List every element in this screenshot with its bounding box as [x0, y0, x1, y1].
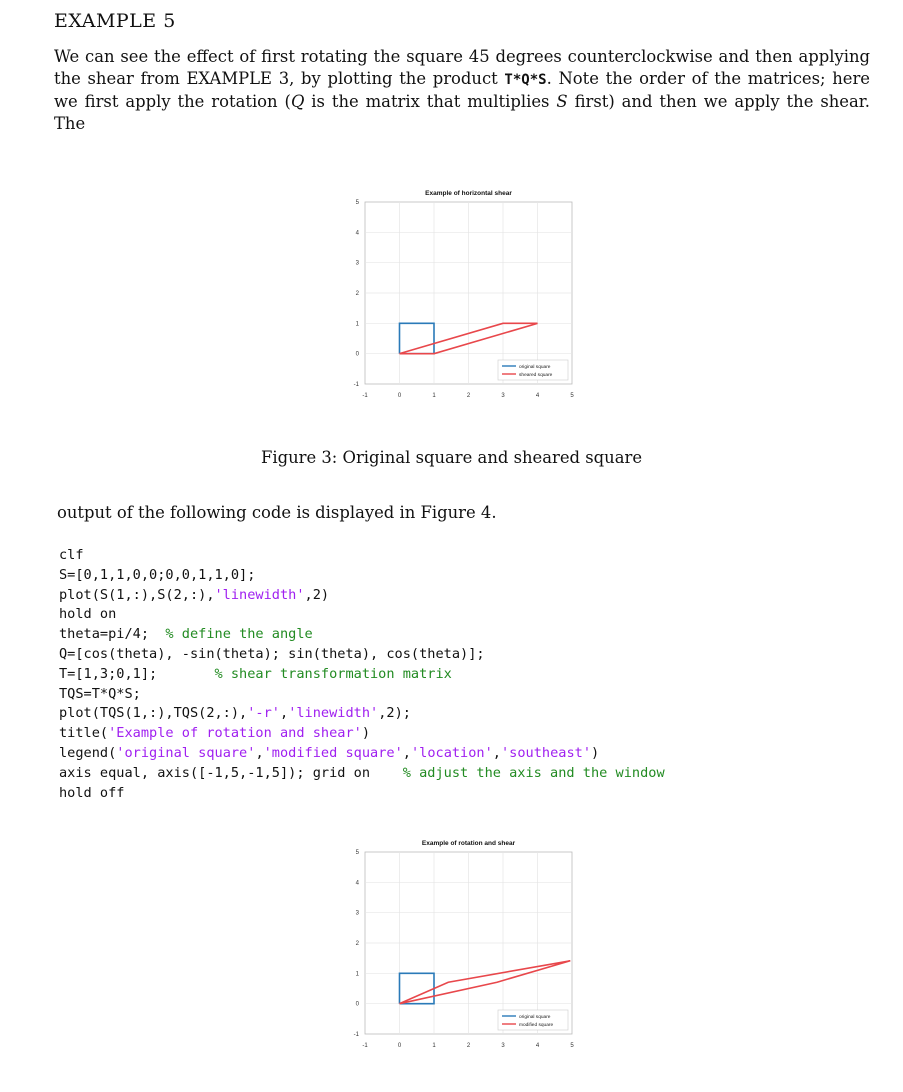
para-var-s: S [556, 92, 568, 111]
legend-label: original square [519, 1014, 551, 1020]
y-tick-label: 5 [355, 200, 359, 206]
code-line: legend('original square','modified square','location','southeast') [59, 744, 600, 761]
code-line: plot(S(1,:),S(2,:),'linewidth',2) [59, 586, 330, 603]
x-tick-label: 2 [466, 393, 471, 399]
code-line: S=[0,1,1,0,0;0,0,1,1,0]; [59, 566, 256, 583]
code-line: plot(TQS(1,:),TQS(2,:),'-r','linewidth',2); [59, 705, 411, 722]
y-tick-label: 0 [355, 351, 359, 358]
x-tick-label: 5 [570, 393, 574, 399]
code-line: theta=pi/4; % define the angle [59, 626, 313, 643]
x-tick-label: 5 [570, 1043, 574, 1049]
x-tick-label: 4 [535, 393, 540, 399]
y-tick-label: 2 [355, 291, 359, 297]
figure-4-plot [343, 828, 583, 1058]
para-code: T*Q*S [504, 72, 547, 88]
output-paragraph: output of the following code is displayed in Figure 4. [57, 503, 497, 522]
section-heading: EXAMPLE 5 [54, 10, 176, 32]
code-line: title('Example of rotation and shear') [59, 725, 371, 742]
legend-label: modified square [519, 1022, 554, 1028]
x-tick-label: -1 [362, 1043, 368, 1049]
y-tick-label: -1 [353, 382, 359, 388]
legend-label: sheared square [519, 372, 553, 378]
y-tick-label: 4 [355, 230, 359, 237]
y-tick-label: 2 [355, 941, 359, 947]
y-tick-label: 1 [355, 971, 359, 978]
y-tick-label: 1 [355, 321, 359, 328]
para-text-2: . Note the order of the matrices; here we first apply the rotation ( [54, 69, 870, 111]
y-tick-label: 0 [355, 1001, 359, 1008]
figure-3-plot [343, 178, 583, 408]
x-tick-label: 3 [501, 393, 505, 399]
x-tick-label: 1 [432, 1043, 436, 1049]
y-tick-label: 3 [355, 260, 359, 267]
x-tick-label: 0 [397, 1043, 402, 1049]
x-tick-label: 2 [466, 1043, 471, 1049]
code-line: TQS=T*Q*S; [59, 685, 141, 702]
para-var-q: Q [290, 92, 305, 111]
x-tick-label: 4 [535, 1043, 540, 1049]
chart-title: Example of rotation and shear [421, 840, 516, 847]
y-tick-label: 3 [355, 910, 359, 917]
chart-title: Example of horizontal shear [425, 190, 512, 197]
intro-paragraph [54, 46, 870, 135]
para-text-1: We can see the effect of first rotating the square 45 degrees counterclockwise and then applying the shear from EXAMPLE 3, by plotting the product [54, 47, 870, 88]
legend-label: original square [519, 364, 551, 370]
figure-3-caption: Figure 3: Original square and sheared square [260, 448, 643, 467]
code-line: hold on [59, 606, 117, 623]
x-tick-label: 0 [397, 393, 402, 399]
code-line: T=[1,3;0,1]; % shear transformation matrix [59, 665, 452, 682]
code-line: hold off [59, 784, 125, 801]
code-listing [59, 546, 665, 803]
code-line: clf [59, 547, 84, 563]
y-tick-label: 4 [355, 880, 359, 887]
code-line: Q=[cos(theta), -sin(theta); sin(theta), cos(theta)]; [59, 645, 485, 662]
x-tick-label: -1 [362, 393, 368, 399]
y-tick-label: 5 [355, 850, 359, 856]
code-line: axis equal, axis([-1,5,-1,5]); grid on % adjust the axis and the window [59, 764, 665, 781]
x-tick-label: 1 [432, 393, 436, 399]
para-text-3: is the matrix that multiplies [304, 92, 557, 111]
x-tick-label: 3 [501, 1043, 505, 1049]
y-tick-label: -1 [353, 1032, 359, 1038]
para-text-4: first) and then we apply the shear. The [54, 92, 871, 133]
